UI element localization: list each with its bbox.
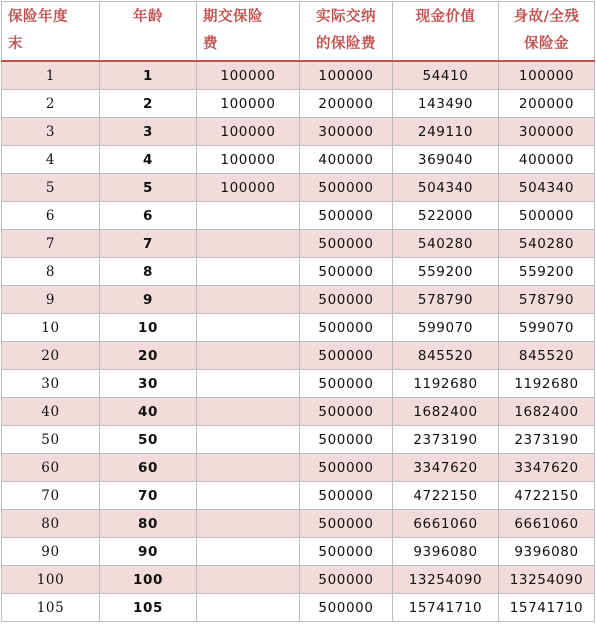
table-row xyxy=(2,510,595,538)
header-paid-premium-line2: 的保险费 xyxy=(316,36,376,52)
table-row xyxy=(2,118,595,146)
cell-paid-premium: 500000 xyxy=(300,314,393,342)
cell-policy-year: 7 xyxy=(2,230,100,258)
cell-policy-year: 80 xyxy=(2,510,100,538)
cell-paid-premium: 300000 xyxy=(300,118,393,146)
cell-periodic-premium xyxy=(197,258,300,286)
cell-cash-value: 15741710 xyxy=(393,594,499,622)
header-policy-year-end-line1: 保险年度 xyxy=(8,9,68,25)
cell-paid-premium: 400000 xyxy=(300,146,393,174)
cell-death-benefit: 540280 xyxy=(499,230,595,258)
cell-periodic-premium xyxy=(197,286,300,314)
cell-policy-year: 4 xyxy=(2,146,100,174)
cell-policy-year: 30 xyxy=(2,370,100,398)
header-death-benefit xyxy=(499,2,595,62)
cell-paid-premium: 100000 xyxy=(300,61,393,90)
cell-policy-year: 3 xyxy=(2,118,100,146)
table-row xyxy=(2,314,595,342)
cell-age: 60 xyxy=(100,454,197,482)
cell-policy-year: 8 xyxy=(2,258,100,286)
table-body xyxy=(2,61,595,622)
cell-death-benefit: 6661060 xyxy=(499,510,595,538)
cell-periodic-premium: 100000 xyxy=(197,61,300,90)
table-row xyxy=(2,426,595,454)
cell-age: 1 xyxy=(100,61,197,90)
cell-death-benefit: 500000 xyxy=(499,202,595,230)
cell-periodic-premium xyxy=(197,538,300,566)
cell-death-benefit: 100000 xyxy=(499,61,595,90)
header-age-line1: 年龄 xyxy=(133,9,163,25)
cell-age: 30 xyxy=(100,370,197,398)
cell-paid-premium: 500000 xyxy=(300,566,393,594)
cell-death-benefit: 1682400 xyxy=(499,398,595,426)
table-row xyxy=(2,594,595,622)
header-death-benefit-line1: 身故/全残 xyxy=(513,9,580,25)
cell-cash-value: 143490 xyxy=(393,90,499,118)
header-periodic-premium-line2: 费 xyxy=(203,36,218,52)
cell-age: 9 xyxy=(100,286,197,314)
cell-paid-premium: 200000 xyxy=(300,90,393,118)
table-row xyxy=(2,61,595,90)
cell-cash-value: 522000 xyxy=(393,202,499,230)
cell-paid-premium: 500000 xyxy=(300,258,393,286)
header-policy-year-end xyxy=(2,2,100,62)
cell-cash-value: 1192680 xyxy=(393,370,499,398)
table-row xyxy=(2,538,595,566)
table-row xyxy=(2,146,595,174)
cell-cash-value: 559200 xyxy=(393,258,499,286)
table-row xyxy=(2,90,595,118)
cell-paid-premium: 500000 xyxy=(300,398,393,426)
cell-policy-year: 100 xyxy=(2,566,100,594)
header-paid-premium xyxy=(300,2,393,62)
cell-paid-premium: 500000 xyxy=(300,510,393,538)
insurance-benefit-table-container xyxy=(1,1,595,622)
cell-age: 40 xyxy=(100,398,197,426)
cell-age: 2 xyxy=(100,90,197,118)
cell-age: 6 xyxy=(100,202,197,230)
cell-cash-value: 13254090 xyxy=(393,566,499,594)
cell-age: 50 xyxy=(100,426,197,454)
cell-cash-value: 4722150 xyxy=(393,482,499,510)
cell-paid-premium: 500000 xyxy=(300,370,393,398)
table-row xyxy=(2,454,595,482)
header-cash-value xyxy=(393,2,499,62)
cell-paid-premium: 500000 xyxy=(300,174,393,202)
table-row xyxy=(2,370,595,398)
cell-death-benefit: 2373190 xyxy=(499,426,595,454)
cell-cash-value: 540280 xyxy=(393,230,499,258)
table-row xyxy=(2,482,595,510)
cell-age: 90 xyxy=(100,538,197,566)
cell-death-benefit: 578790 xyxy=(499,286,595,314)
cell-death-benefit: 15741710 xyxy=(499,594,595,622)
cell-periodic-premium: 100000 xyxy=(197,90,300,118)
cell-periodic-premium xyxy=(197,454,300,482)
cell-policy-year: 90 xyxy=(2,538,100,566)
cell-death-benefit: 200000 xyxy=(499,90,595,118)
cell-cash-value: 2373190 xyxy=(393,426,499,454)
header-paid-premium-line1: 实际交纳 xyxy=(316,9,376,25)
cell-policy-year: 5 xyxy=(2,174,100,202)
cell-age: 7 xyxy=(100,230,197,258)
cell-paid-premium: 500000 xyxy=(300,342,393,370)
cell-periodic-premium xyxy=(197,202,300,230)
table-row xyxy=(2,566,595,594)
cell-cash-value: 249110 xyxy=(393,118,499,146)
cell-periodic-premium: 100000 xyxy=(197,118,300,146)
cell-policy-year: 105 xyxy=(2,594,100,622)
cell-periodic-premium: 100000 xyxy=(197,174,300,202)
cell-cash-value: 9396080 xyxy=(393,538,499,566)
cell-policy-year: 70 xyxy=(2,482,100,510)
cell-policy-year: 9 xyxy=(2,286,100,314)
cell-death-benefit: 1192680 xyxy=(499,370,595,398)
cell-death-benefit: 504340 xyxy=(499,174,595,202)
cell-paid-premium: 500000 xyxy=(300,454,393,482)
cell-age: 4 xyxy=(100,146,197,174)
cell-cash-value: 845520 xyxy=(393,342,499,370)
cell-death-benefit: 599070 xyxy=(499,314,595,342)
cell-policy-year: 20 xyxy=(2,342,100,370)
cell-death-benefit: 3347620 xyxy=(499,454,595,482)
cell-policy-year: 10 xyxy=(2,314,100,342)
cell-periodic-premium xyxy=(197,594,300,622)
cell-cash-value: 504340 xyxy=(393,174,499,202)
cell-policy-year: 40 xyxy=(2,398,100,426)
cell-paid-premium: 500000 xyxy=(300,426,393,454)
cell-cash-value: 1682400 xyxy=(393,398,499,426)
header-age xyxy=(100,2,197,62)
cell-age: 100 xyxy=(100,566,197,594)
table-row xyxy=(2,398,595,426)
table-header xyxy=(2,2,595,62)
cell-periodic-premium xyxy=(197,398,300,426)
cell-cash-value: 6661060 xyxy=(393,510,499,538)
cell-periodic-premium xyxy=(197,230,300,258)
cell-paid-premium: 500000 xyxy=(300,538,393,566)
cell-policy-year: 2 xyxy=(2,90,100,118)
cell-paid-premium: 500000 xyxy=(300,202,393,230)
cell-age: 3 xyxy=(100,118,197,146)
cell-age: 70 xyxy=(100,482,197,510)
cell-death-benefit: 559200 xyxy=(499,258,595,286)
cell-periodic-premium xyxy=(197,426,300,454)
cell-periodic-premium xyxy=(197,510,300,538)
cell-policy-year: 60 xyxy=(2,454,100,482)
cell-paid-premium: 500000 xyxy=(300,482,393,510)
cell-age: 80 xyxy=(100,510,197,538)
cell-death-benefit: 400000 xyxy=(499,146,595,174)
cell-periodic-premium xyxy=(197,314,300,342)
table-row xyxy=(2,258,595,286)
cell-cash-value: 369040 xyxy=(393,146,499,174)
cell-death-benefit: 9396080 xyxy=(499,538,595,566)
cell-paid-premium: 500000 xyxy=(300,230,393,258)
cell-death-benefit: 845520 xyxy=(499,342,595,370)
cell-death-benefit: 13254090 xyxy=(499,566,595,594)
cell-paid-premium: 500000 xyxy=(300,594,393,622)
cell-age: 20 xyxy=(100,342,197,370)
table-row xyxy=(2,174,595,202)
cell-age: 10 xyxy=(100,314,197,342)
cell-cash-value: 3347620 xyxy=(393,454,499,482)
cell-cash-value: 578790 xyxy=(393,286,499,314)
header-policy-year-end-line2: 末 xyxy=(8,36,23,52)
header-periodic-premium-line1: 期交保险 xyxy=(203,9,263,25)
header-cash-value-line1: 现金价值 xyxy=(415,9,476,25)
cell-age: 5 xyxy=(100,174,197,202)
cell-age: 8 xyxy=(100,258,197,286)
cell-cash-value: 599070 xyxy=(393,314,499,342)
header-periodic-premium xyxy=(197,2,300,62)
cell-periodic-premium xyxy=(197,566,300,594)
header-row xyxy=(2,2,595,62)
cell-death-benefit: 4722150 xyxy=(499,482,595,510)
cell-cash-value: 54410 xyxy=(393,61,499,90)
table-row xyxy=(2,286,595,314)
cell-periodic-premium: 100000 xyxy=(197,146,300,174)
header-death-benefit-line2: 保险金 xyxy=(524,36,569,52)
cell-age: 105 xyxy=(100,594,197,622)
cell-periodic-premium xyxy=(197,482,300,510)
insurance-benefit-table xyxy=(1,1,595,622)
table-row xyxy=(2,342,595,370)
cell-policy-year: 1 xyxy=(2,61,100,90)
cell-periodic-premium xyxy=(197,342,300,370)
cell-policy-year: 50 xyxy=(2,426,100,454)
cell-paid-premium: 500000 xyxy=(300,286,393,314)
table-row xyxy=(2,230,595,258)
cell-policy-year: 6 xyxy=(2,202,100,230)
cell-periodic-premium xyxy=(197,370,300,398)
cell-death-benefit: 300000 xyxy=(499,118,595,146)
table-row xyxy=(2,202,595,230)
